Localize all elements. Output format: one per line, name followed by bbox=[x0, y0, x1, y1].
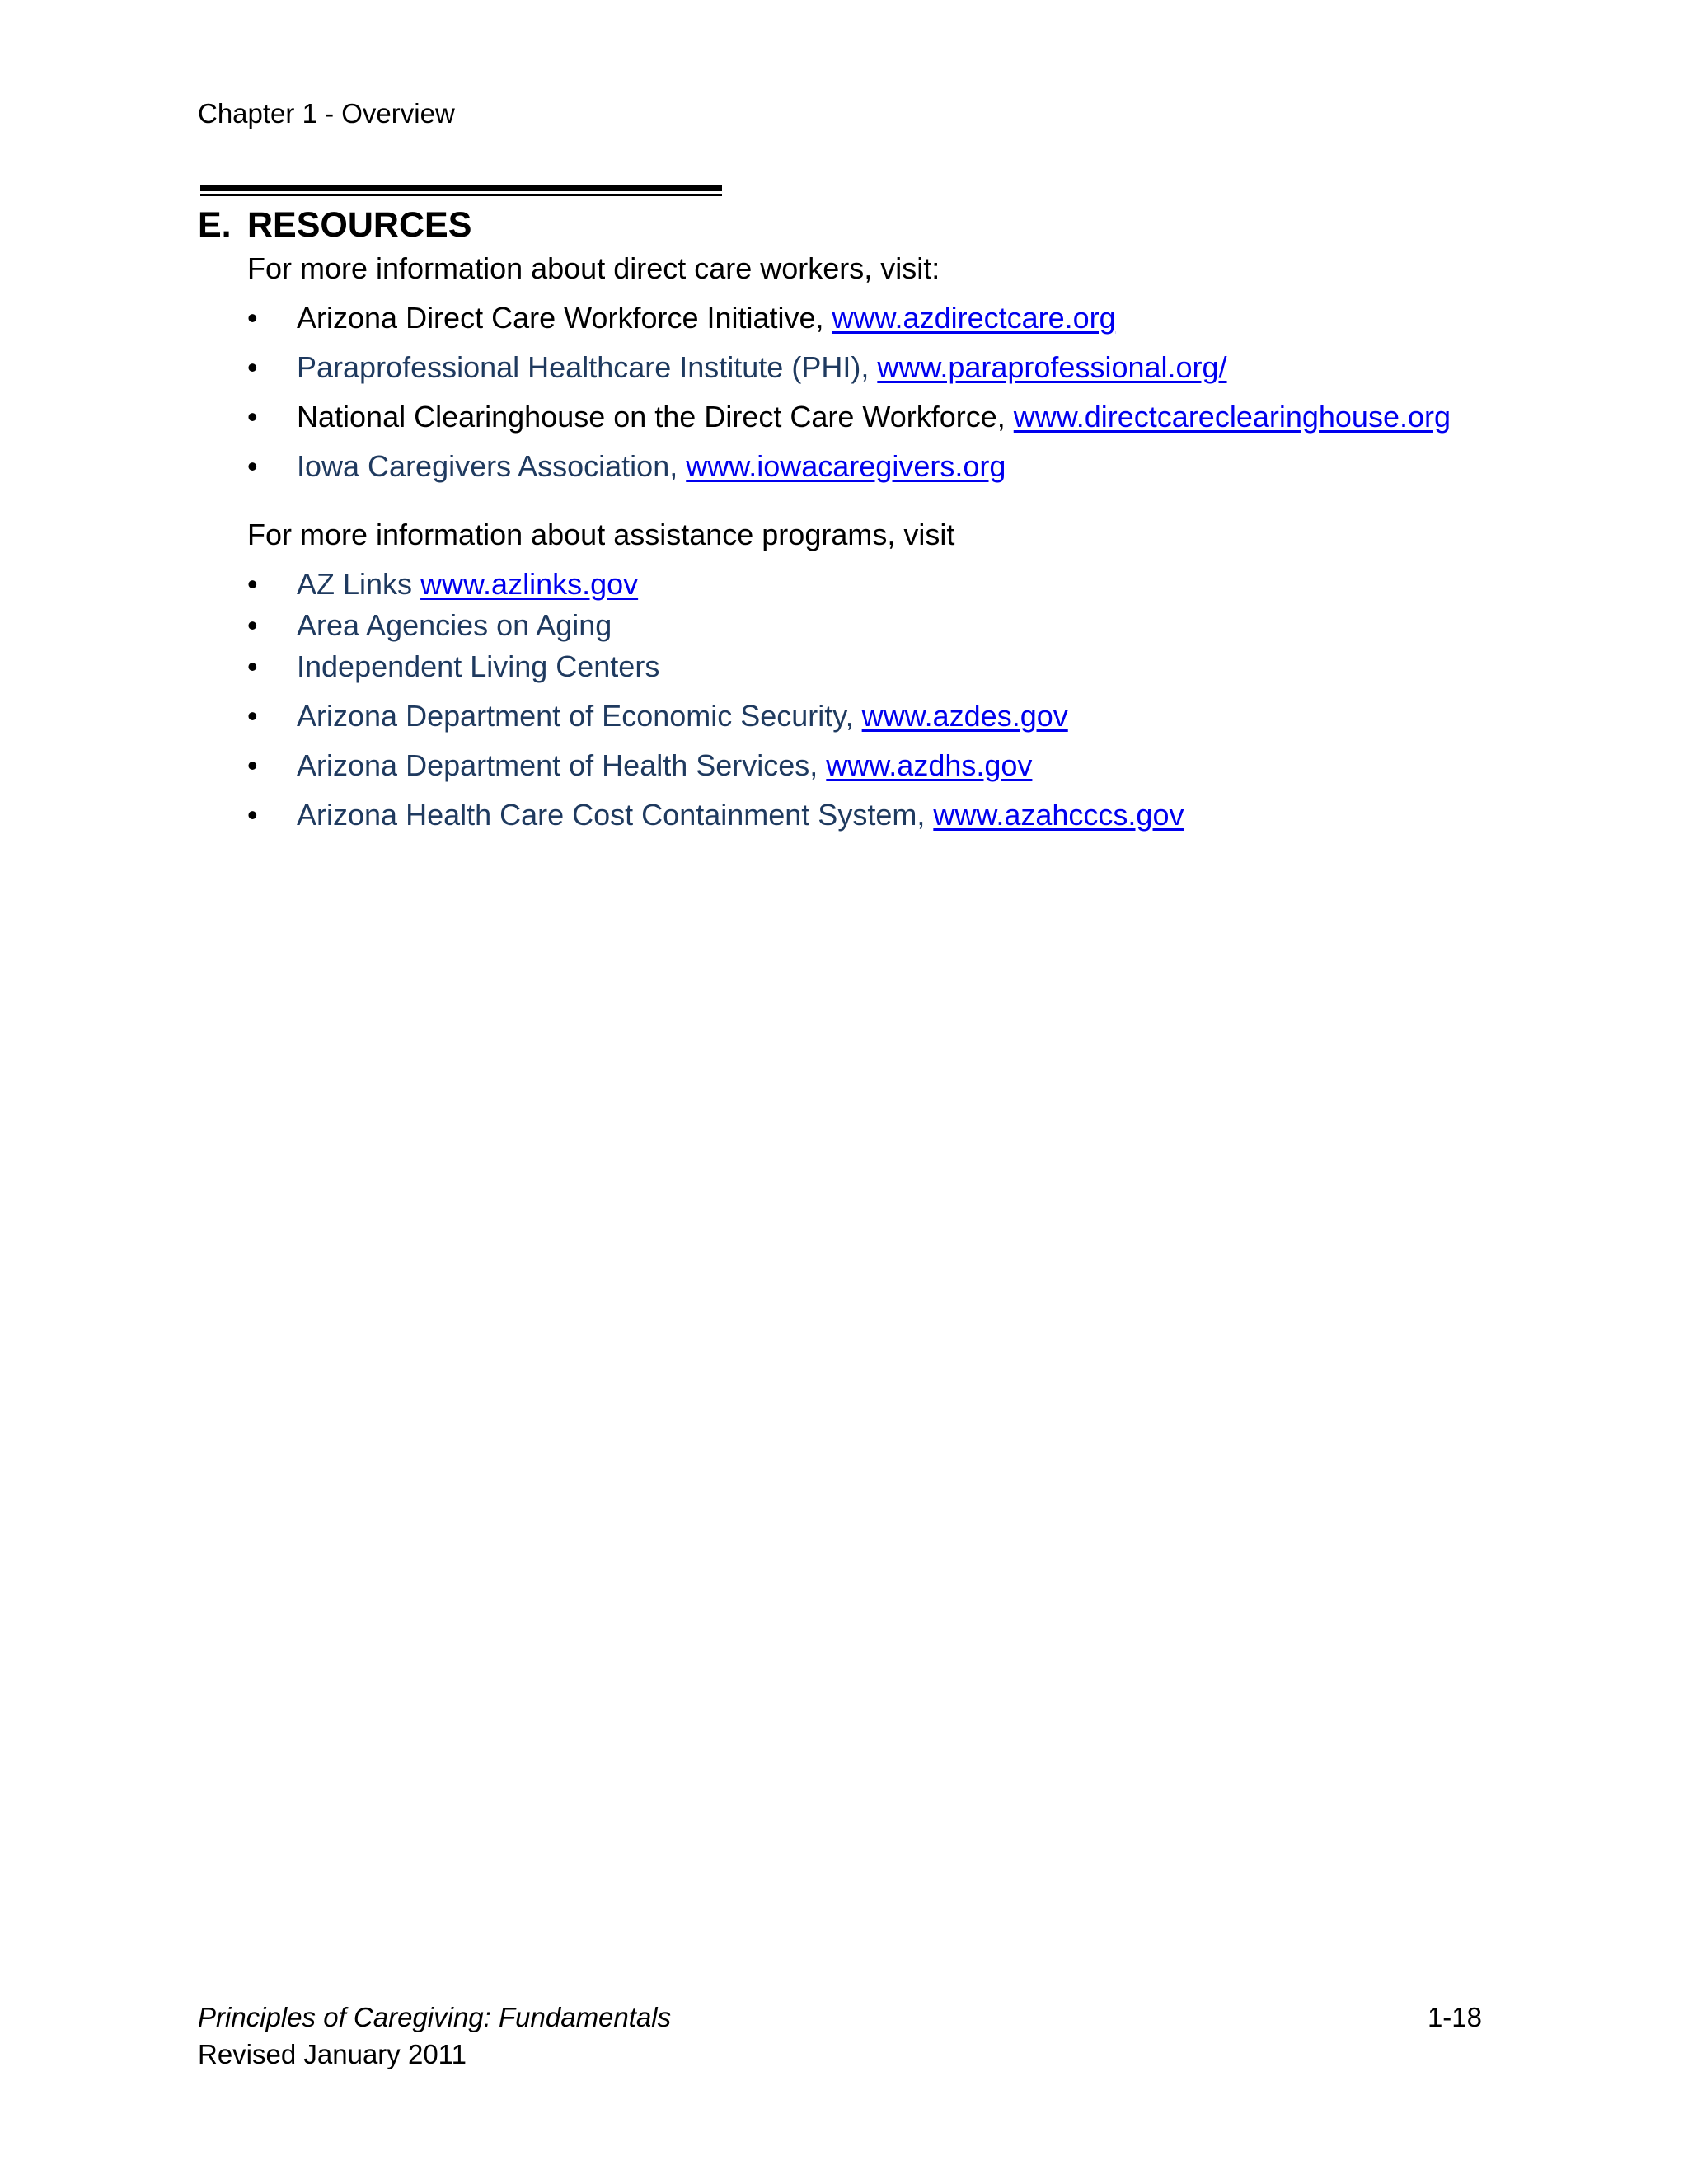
resource-link-iowacaregivers[interactable]: www.iowacaregivers.org bbox=[686, 449, 1006, 483]
bullet-icon: • bbox=[247, 649, 258, 683]
resource-name: Arizona Direct Care Workforce Initiative, bbox=[297, 301, 832, 335]
resource-link-directcareclearinghouse[interactable]: www.directcareclearinghouse.org bbox=[1013, 400, 1451, 434]
page-number: 1-18 bbox=[1427, 2002, 1482, 2032]
bullet-icon: • bbox=[247, 449, 258, 483]
list-item bbox=[247, 698, 1184, 748]
list-item bbox=[247, 649, 1184, 698]
section-title-text: RESOURCES bbox=[247, 205, 472, 245]
direct-care-list bbox=[247, 300, 1451, 498]
resource-name: Arizona Health Care Cost Containment System, bbox=[297, 798, 934, 832]
resource-link-azdhs[interactable]: www.azdhs.gov bbox=[826, 748, 1033, 782]
footer-revised-date: Revised January 2011 bbox=[198, 2039, 467, 2069]
assistance-list bbox=[247, 566, 1184, 846]
resource-link-paraprofessional[interactable]: www.paraprofessional.org/ bbox=[877, 350, 1227, 384]
list-item bbox=[247, 349, 1451, 399]
resource-name: National Clearinghouse on the Direct Care Workforce, bbox=[297, 400, 1014, 434]
section-rule-thick bbox=[200, 185, 722, 191]
chapter-header: Chapter 1 - Overview bbox=[198, 98, 455, 129]
resource-link-azdes[interactable]: www.azdes.gov bbox=[861, 699, 1068, 733]
resource-name: Paraprofessional Healthcare Institute (PHI), bbox=[297, 350, 878, 384]
resource-name: Iowa Caregivers Association, bbox=[297, 449, 687, 483]
list-item bbox=[247, 797, 1184, 846]
bullet-icon: • bbox=[247, 748, 258, 782]
list-item bbox=[247, 566, 1184, 607]
list-item bbox=[247, 448, 1451, 498]
list-item bbox=[247, 748, 1184, 797]
direct-care-intro: For more information about direct care workers, visit: bbox=[247, 251, 940, 285]
bullet-icon: • bbox=[247, 798, 258, 832]
section-title bbox=[198, 203, 471, 247]
resource-link-azlinks[interactable]: www.azlinks.gov bbox=[420, 567, 639, 601]
bullet-icon: • bbox=[247, 400, 258, 434]
resource-name: Area Agencies on Aging bbox=[297, 608, 612, 642]
list-item bbox=[247, 399, 1451, 448]
section-number: E. bbox=[198, 205, 232, 245]
resource-name: Arizona Department of Health Services, bbox=[297, 748, 827, 782]
bullet-icon: • bbox=[247, 699, 258, 733]
section-rule-thin bbox=[200, 194, 722, 196]
resource-link-azahcccs[interactable]: www.azahcccs.gov bbox=[933, 798, 1184, 832]
list-item bbox=[247, 300, 1451, 349]
bullet-icon: • bbox=[247, 301, 258, 335]
footer-title: Principles of Caregiving: Fundamentals bbox=[198, 2002, 672, 2032]
bullet-icon: • bbox=[247, 608, 258, 642]
resource-name: AZ Links bbox=[297, 567, 421, 601]
bullet-icon: • bbox=[247, 350, 258, 384]
assistance-intro: For more information about assistance programs, visit bbox=[247, 518, 955, 551]
bullet-icon: • bbox=[247, 567, 258, 601]
resource-name: Independent Living Centers bbox=[297, 649, 660, 683]
list-item bbox=[247, 607, 1184, 649]
resource-name: Arizona Department of Economic Security, bbox=[297, 699, 862, 733]
resource-link-azdirectcare[interactable]: www.azdirectcare.org bbox=[832, 301, 1116, 335]
